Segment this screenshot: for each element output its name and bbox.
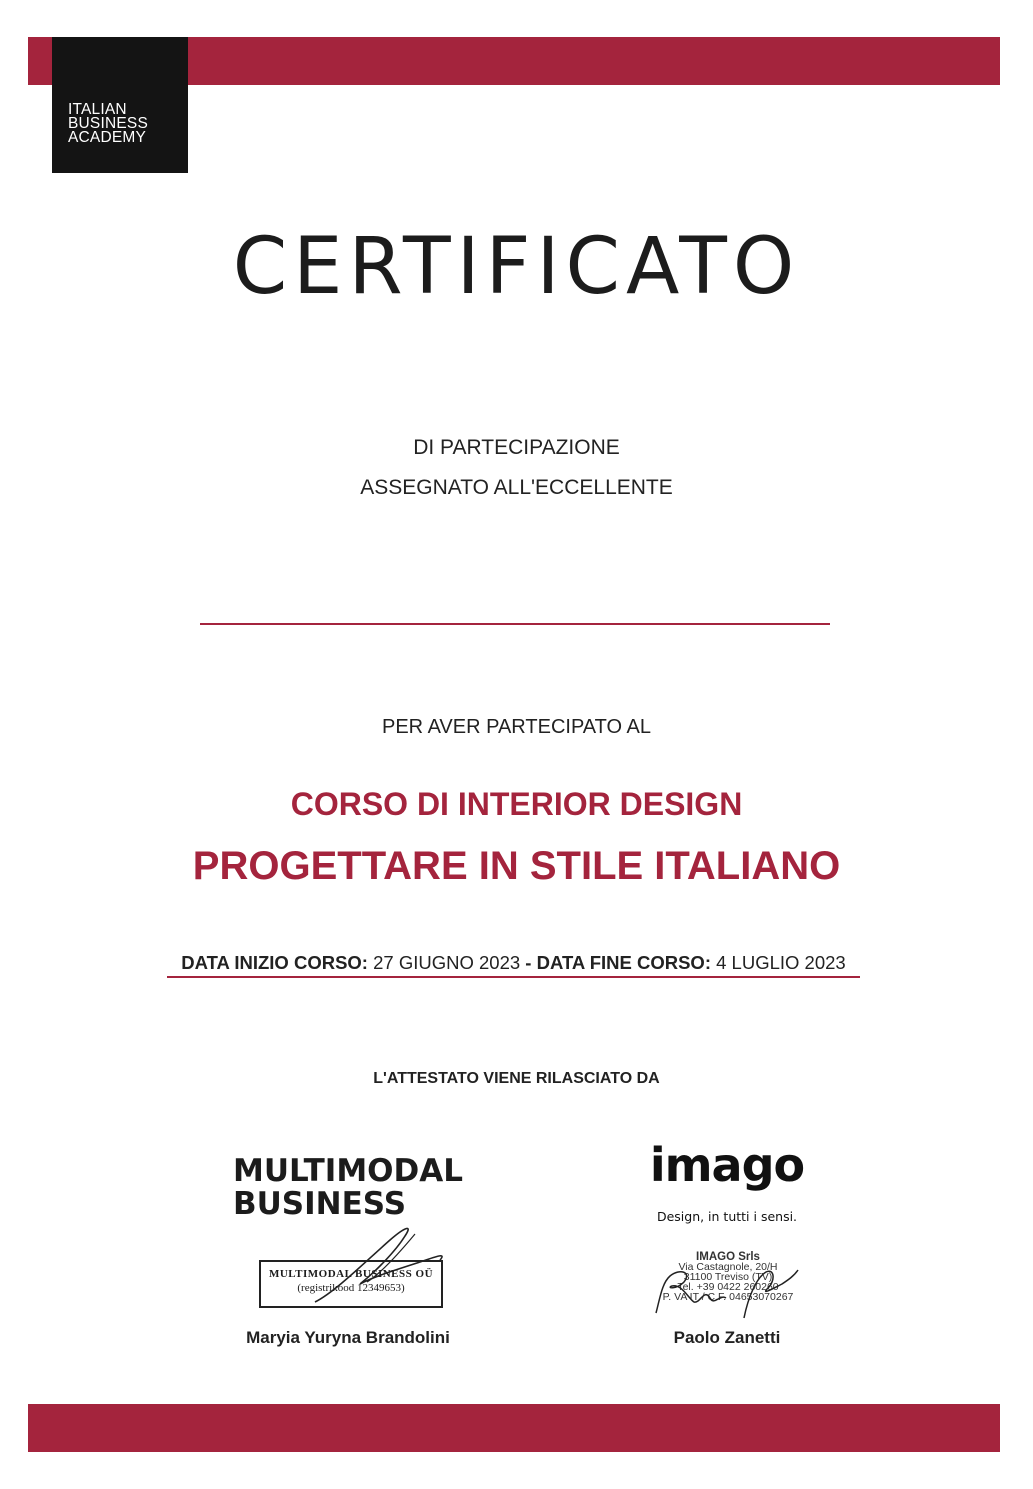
participation-text: PER AVER PARTECIPATO AL — [382, 716, 651, 738]
subtitle-line-1: DI PARTECIPAZIONE — [413, 436, 620, 459]
logo-line-1: ITALIAN — [68, 101, 127, 118]
signature-1 — [255, 1222, 455, 1312]
course-title-line-1: CORSO DI INTERIOR DESIGN — [290, 786, 743, 822]
end-date-label: DATA FINE CORSO: — [536, 952, 711, 973]
date-separator: - — [525, 952, 532, 973]
mb-logo-line-1: MULTIMODAL — [233, 1153, 464, 1189]
issued-by-text: L'ATTESTATO VIENE RILASCIATO DA — [373, 1070, 660, 1087]
logo-line-3: ACADEMY — [68, 129, 147, 146]
multimodal-business-logo — [233, 1155, 463, 1221]
signature-2 — [648, 1258, 808, 1328]
bottom-accent-band — [28, 1404, 1000, 1452]
mb-logo-line-2: BUSINESS — [233, 1186, 407, 1222]
signer-1-name: Maryia Yuryna Brandolini — [246, 1328, 450, 1347]
imago-stamp-line-3: 31100 Treviso (TV) — [683, 1271, 773, 1283]
imago-stamp-line-4: Tel. +39 0422 260260 — [677, 1281, 779, 1293]
start-date-label: DATA INIZIO CORSO: — [181, 952, 368, 973]
dates-underline — [167, 976, 860, 978]
start-date-value: 27 GIUGNO 2023 — [373, 952, 521, 973]
course-title-line-2: PROGETTARE IN STILE ITALIANO — [192, 844, 841, 888]
imago-stamp-line-1: IMAGO Srls — [696, 1251, 760, 1263]
imago-logo: imago — [649, 1138, 805, 1192]
end-date-value: 4 LUGLIO 2023 — [716, 952, 846, 973]
certificate-title: CERTIFICATO — [232, 222, 801, 312]
course-dates — [167, 952, 860, 974]
signer-2-name: Paolo Zanetti — [673, 1328, 781, 1347]
stamp-company-name: MULTIMODAL BUSINESS OÜ — [268, 1268, 434, 1280]
imago-stamp-line-2: Via Castagnole, 20/H — [678, 1261, 778, 1273]
imago-stamp-line-5: P. VA IT / C.F. 04653070267 — [662, 1291, 794, 1303]
subtitle-line-2: ASSEGNATO ALL'ECCELLENTE — [360, 476, 673, 499]
italian-business-academy-logo — [52, 37, 188, 173]
imago-tagline: Design, in tutti i sensi. — [656, 1209, 798, 1224]
stamp-registry-code: (registrikood 12349653) — [297, 1282, 405, 1294]
recipient-name-line — [200, 623, 830, 625]
logo-line-2: BUSINESS — [68, 115, 148, 132]
